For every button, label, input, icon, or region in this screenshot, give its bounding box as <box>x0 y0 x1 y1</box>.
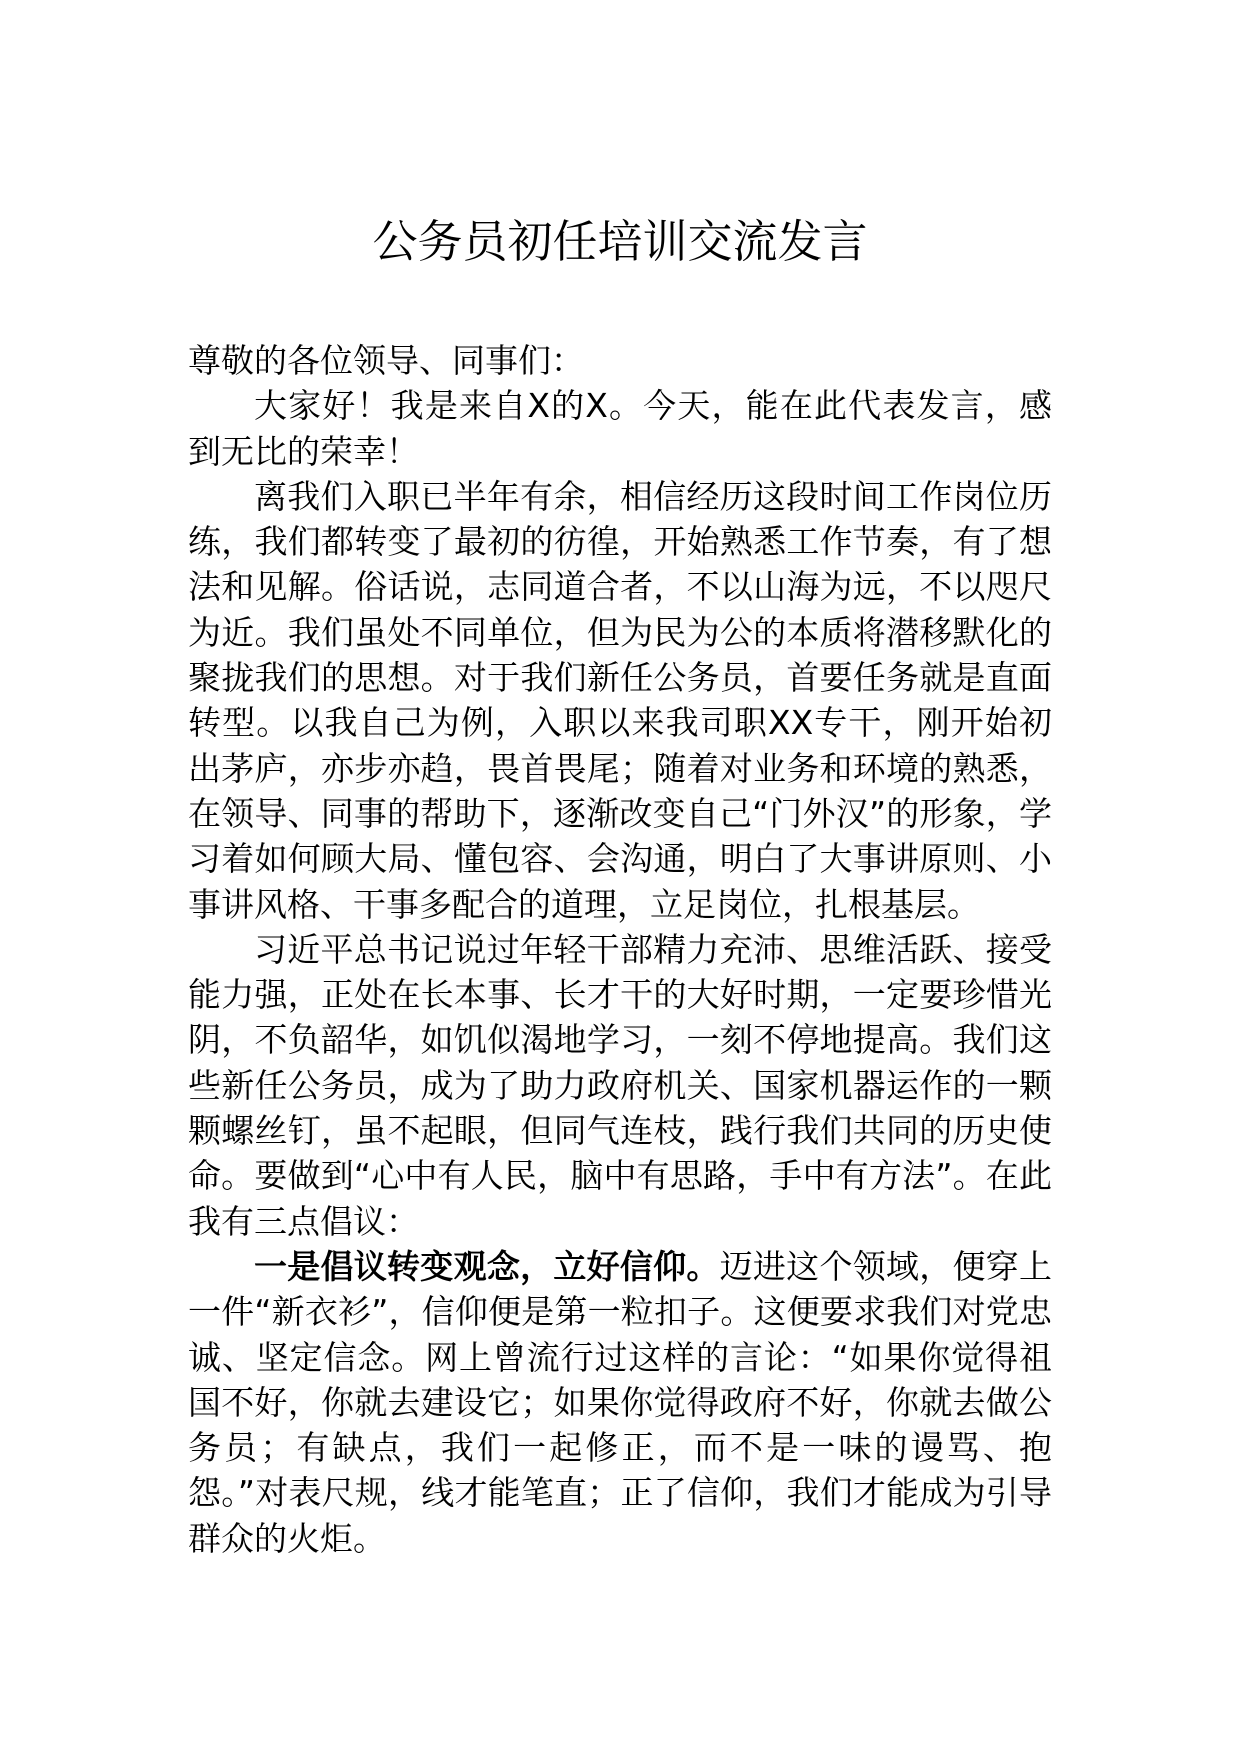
paragraph-point-one <box>188 1244 1052 1561</box>
document-title: 公务员初任培训交流发言 <box>372 215 868 268</box>
document-body <box>188 338 1052 1561</box>
paragraph-transition: 离我们入职已半年有余，相信经历这段时间工作岗位历练，我们都转变了最初的彷徨，开始熟悉工作节奏，有了想法和见解。俗话说，志同道合者，不以山海为远，不以咫尺为近。我们虽处不同单位，但为民为公的本质将潜移默化的聚拢我们的思想。对于我们新任公务员，首要任务就是直面转型。以我自己为例，入职以来我司职XX专干，刚开始初出茅庐，亦步亦趋，畏首畏尾；随着对业务和环境的熟悉，在领导、同事的帮助下，逐渐改变自己“门外汉”的形象，学习着如何顾大局、懂包容、会沟通，明白了大事讲原则、小事讲风格、干事多配合的道理，立足岗位，扎根基层。 <box>188 476 1052 924</box>
paragraph-proposals-intro: 习近平总书记说过年轻干部精力充沛、思维活跃、接受能力强，正处在长本事、长才干的大好时期，一定要珍惜光阴，不负韶华，如饥似渴地学习，一刻不停地提高。我们这些新任公务员，成为了助力政府机关、国家机器运作的一颗颗螺丝钉，虽不起眼，但同气连枝，践行我们共同的历史使命。要做到“心中有人民，脑中有思路，手中有方法”。在此我有三点倡议： <box>188 929 1052 1241</box>
point-one-heading: 一是倡议转变观念，立好信仰。 <box>254 1246 720 1286</box>
paragraph-greeting: 大家好！我是来自X的X。今天，能在此代表发言，感到无比的荣幸！ <box>188 386 1052 471</box>
salutation: 尊敬的各位领导、同事们： <box>188 341 584 380</box>
point-one-text: 迈进这个领域，便穿上一件“新衣衫”，信仰便是第一粒扣子。这便要求我们对党忠诚、坚定信念。网上曾流行过这样的言论：“如果你觉得祖国不好，你就去建设它；如果你觉得政府不好，你就去做公务员；有缺点，我们一起修正，而不是一味的谩骂、抱怨。”对表尺规，线才能笔直；正了信仰，我们才能成为引导群众的火炬。 <box>188 1246 1053 1558</box>
